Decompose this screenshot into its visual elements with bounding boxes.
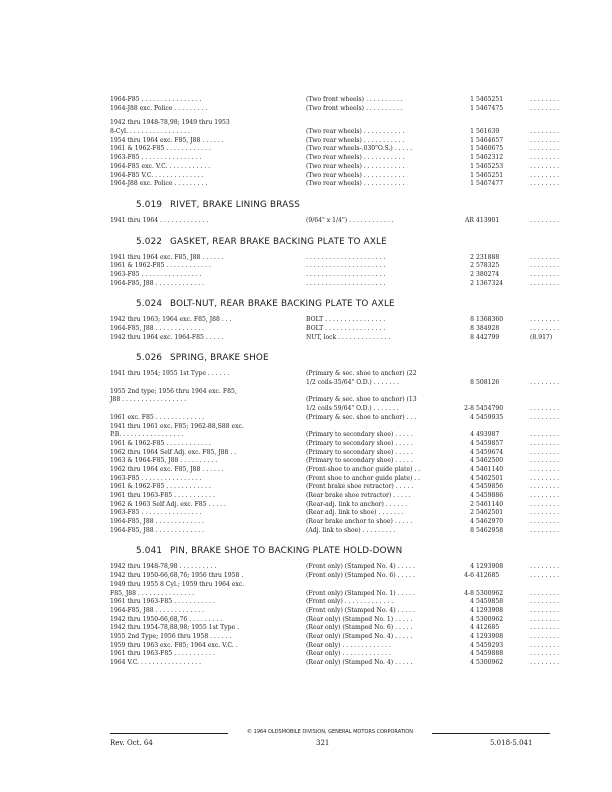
table-row bbox=[110, 439, 560, 449]
application-cell: 1964-F85 exc. V.C. . . . . . . . . . . . bbox=[110, 162, 211, 170]
description-cell: (Two rear wheels) . . . . . . . . . . . bbox=[306, 128, 405, 136]
table-row bbox=[110, 270, 560, 280]
description-cell: (Rear brake shoe retractor) . . . . . bbox=[306, 492, 411, 499]
part-number-cell: 5467475 bbox=[476, 104, 504, 112]
description-cell: (Front brake shoe retractor) . . . . . bbox=[306, 483, 414, 491]
price-group-cell: . . . . . . . . bbox=[530, 104, 560, 112]
application-cell: 1964-F85, J88 . . . . . . . . . . . . . bbox=[110, 325, 204, 332]
application-cell: 1961 & 1962-F85 . . . . . . . . . . . . bbox=[110, 439, 211, 447]
description-cell: (Two front wheels) . . . . . . . . . . bbox=[306, 96, 403, 103]
quantity-cell: 4-8 bbox=[464, 589, 474, 597]
table-row bbox=[110, 624, 560, 633]
part-number-cell: 5300962 bbox=[476, 589, 504, 597]
part-number-cell: 5459857 bbox=[476, 439, 504, 447]
application-cell: 1964-F85, J88 . . . . . . . . . . . . . bbox=[110, 606, 204, 614]
part-number-cell: 5462501 bbox=[476, 474, 504, 482]
part-number-cell: 508126 bbox=[476, 379, 500, 387]
table-row bbox=[110, 518, 560, 527]
page-footer bbox=[110, 739, 550, 749]
quantity-cell: 1 bbox=[470, 154, 474, 162]
price-group-cell: . . . . . . . . bbox=[530, 270, 560, 278]
part-number-cell: 5459293 bbox=[476, 641, 504, 649]
description-cell: (Rear only) . . . . . . . . . . . . . bbox=[306, 650, 391, 658]
price-group-cell: . . . . . . . . bbox=[530, 509, 560, 517]
application-cell: 1961 thru 1963-F85 . . . . . . . . . . . bbox=[110, 492, 215, 499]
quantity-cell: 2 bbox=[470, 270, 474, 278]
quantity-cell: 4 bbox=[470, 598, 474, 606]
part-number-cell: 5467477 bbox=[476, 180, 504, 188]
table-row bbox=[110, 483, 560, 492]
quantity-cell: 1 bbox=[470, 96, 474, 103]
application-cell: 1963-F85 . . . . . . . . . . . . . . . . bbox=[110, 509, 202, 517]
price-group-cell: . . . . . . . . bbox=[530, 624, 560, 632]
application-cell: 1941 thru 1964 exc. F85, J88 . . . . . . bbox=[110, 253, 224, 261]
part-number-cell: 5459856 bbox=[476, 483, 504, 491]
revision-date: Rev. Oct. 64 bbox=[110, 739, 153, 747]
table-row bbox=[110, 572, 560, 581]
price-group-cell: . . . . . . . . bbox=[530, 474, 560, 482]
application-cell: 1941 thru 1954; 1955 1st Type . . . . . . bbox=[110, 370, 230, 378]
description-cell: (Front only) . . . . . . . . . . . . . bbox=[306, 598, 394, 606]
description-cell: (9/64" x 1/4") . . . . . . . . . . . . bbox=[306, 216, 394, 224]
table-row bbox=[110, 279, 560, 289]
description-cell: (Two rear wheels) . . . . . . . . . . . bbox=[306, 180, 405, 188]
quantity-cell: 4 bbox=[470, 465, 474, 473]
section-heading bbox=[136, 296, 550, 312]
application-cell: 1961 & 1962-F85 . . . . . . . . . . . . bbox=[110, 145, 211, 153]
part-number-cell: 413901 bbox=[476, 216, 500, 224]
description-cell: (Front only) (Stamped No. 4) . . . . . bbox=[306, 606, 415, 614]
application-cell: F85, J88 . . . . . . . . . . . . . . . bbox=[110, 589, 195, 597]
part-number-cell: 5465253 bbox=[476, 162, 504, 170]
price-group-cell: . . . . . . . . bbox=[530, 128, 560, 136]
price-group-cell: . . . . . . . . bbox=[530, 413, 560, 421]
quantity-cell: 4 bbox=[470, 413, 474, 421]
application-cell: 1941 thru 1961 exc. F85; 1962-88,S88 exc. bbox=[110, 422, 244, 430]
section-number: 5.022 bbox=[136, 236, 163, 247]
description-cell: (Adj. link to shoe) . . . . . . . . . bbox=[306, 526, 396, 534]
application-cell: 1964-F85, J88 . . . . . . . . . . . . . bbox=[110, 526, 204, 534]
price-group-cell: . . . . . . . . bbox=[530, 171, 560, 179]
description-cell: (Primary & sec. shoe to anchor) (22 bbox=[306, 370, 417, 378]
application-cell: 8-Cyl. . . . . . . . . . . . . . . . . bbox=[110, 128, 190, 136]
description-cell: (Rear only) (Stamped No. 4) . . . . . bbox=[306, 659, 413, 666]
copyright-line bbox=[110, 729, 550, 735]
description-cell: . . . . . . . . . . . . . . . . . . . . . bbox=[306, 270, 386, 278]
part-number-cell: 493987 bbox=[476, 431, 500, 439]
table-row bbox=[110, 413, 560, 423]
price-group-cell: . . . . . . . . bbox=[530, 325, 560, 332]
part-number-cell: 5300962 bbox=[476, 615, 504, 623]
quantity-cell: 4 bbox=[470, 474, 474, 482]
quantity-cell: 2 bbox=[470, 279, 474, 287]
application-cell: 1961 thru 1963-F85 . . . . . . . . . . . bbox=[110, 598, 215, 606]
quantity-cell: 4 bbox=[470, 518, 474, 526]
part-number-cell: 1293908 bbox=[476, 563, 504, 571]
quantity-cell: 2 bbox=[470, 262, 474, 270]
price-group-cell: . . . . . . . . bbox=[530, 457, 560, 465]
description-cell: BOLT . . . . . . . . . . . . . . . . bbox=[306, 316, 386, 324]
quantity-cell: 1 bbox=[470, 162, 474, 170]
quantity-cell: 4 bbox=[470, 431, 474, 439]
table-row bbox=[110, 405, 560, 414]
part-number-cell: 561639 bbox=[476, 128, 500, 136]
application-cell: 1964-J88 exc. Police . . . . . . . . . bbox=[110, 104, 208, 112]
quantity-cell: 4 bbox=[470, 650, 474, 658]
table-row bbox=[110, 500, 560, 510]
price-group-cell: . . . . . . . . bbox=[530, 262, 560, 270]
description-cell: (Primary to secondary shoe) . . . . . bbox=[306, 457, 413, 465]
section-number: 5.041 bbox=[136, 546, 163, 557]
price-group-cell: . . . . . . . . bbox=[530, 659, 560, 666]
price-group-cell: . . . . . . . . bbox=[530, 316, 560, 324]
application-cell: P.B. . . . . . . . . . . . . . . . . bbox=[110, 431, 184, 439]
application-cell: 1942 thru 1950-66,68,76; 1956 thru 1958 . bbox=[110, 572, 244, 580]
part-number-cell: 5459674 bbox=[476, 448, 504, 456]
price-group-cell: . . . . . . . . bbox=[530, 483, 560, 491]
application-cell: J88 . . . . . . . . . . . . . . . . . bbox=[110, 396, 187, 404]
table-row bbox=[110, 216, 560, 226]
description-cell: . . . . . . . . . . . . . . . . . . . . . bbox=[306, 262, 386, 270]
description-cell: (Front only) (Stamped No. 1) . . . . . bbox=[306, 589, 415, 597]
section-title: SPRING, BRAKE SHOE bbox=[170, 353, 269, 364]
description-cell: 1/2 coils 59/64" O.D.) . . . . . . . bbox=[306, 405, 399, 413]
quantity-cell: 4-6 bbox=[464, 572, 474, 580]
table-row bbox=[110, 423, 550, 432]
application-cell: 1954 thru 1964 exc. F85, J88 . . . . . . bbox=[110, 136, 224, 144]
application-cell: 1961 exc. F85 . . . . . . . . . . . . . bbox=[110, 413, 205, 421]
description-cell: . . . . . . . . . . . . . . . . . . . . . bbox=[306, 279, 386, 287]
table-row bbox=[110, 563, 560, 572]
price-group-cell: . . . . . . . . bbox=[530, 216, 560, 224]
part-number-cell: 1368360 bbox=[476, 316, 504, 324]
quantity-cell: 4 bbox=[470, 439, 474, 447]
part-number-cell: 442799 bbox=[476, 333, 500, 341]
part-number-cell: 1293908 bbox=[476, 606, 504, 614]
section-number: 5.024 bbox=[136, 299, 163, 310]
table-row bbox=[110, 316, 560, 325]
table-row bbox=[110, 581, 550, 590]
application-cell: 1963 & 1964-F85, J88 . . . . . . . . . . bbox=[110, 457, 218, 465]
section-range: 5.018-5.041 bbox=[490, 739, 533, 747]
table-row bbox=[110, 598, 560, 607]
table-row bbox=[110, 96, 560, 105]
description-cell: (Rear only) (Stamped No. 1) . . . . . bbox=[306, 615, 413, 623]
part-number-cell: 5462970 bbox=[476, 518, 504, 526]
quantity-cell: 1 bbox=[470, 136, 474, 144]
price-group-cell: . . . . . . . . bbox=[530, 379, 560, 387]
price-group-cell: . . . . . . . . bbox=[530, 180, 560, 188]
table-row bbox=[110, 325, 560, 334]
price-group-cell: . . . . . . . . bbox=[530, 448, 560, 456]
application-cell: 1964-F85 . . . . . . . . . . . . . . . . bbox=[110, 96, 202, 103]
table-row bbox=[110, 180, 560, 189]
part-number-cell: 384928 bbox=[476, 325, 500, 332]
application-cell: 1961 thru 1963-F85 . . . . . . . . . . . bbox=[110, 650, 215, 658]
part-number-cell: 380274 bbox=[476, 270, 500, 278]
section-heading bbox=[136, 543, 550, 559]
price-group-cell: . . . . . . . . bbox=[530, 439, 560, 447]
quantity-cell: 1 bbox=[470, 180, 474, 188]
quantity-cell: 2 bbox=[470, 500, 474, 508]
application-cell: 1961 & 1962-F85 . . . . . . . . . . . . bbox=[110, 262, 211, 270]
table-row bbox=[110, 333, 553, 343]
section-heading bbox=[136, 350, 550, 366]
table-row bbox=[110, 431, 560, 440]
table-row bbox=[110, 448, 560, 458]
description-cell: 1/2 coils-35/64" O.D.) . . . . . . . bbox=[306, 379, 399, 387]
application-cell: 1942 thru 1954-78,88,98; 1955 1st Type . bbox=[110, 624, 240, 632]
quantity-cell: 8 bbox=[470, 526, 474, 534]
description-cell: (Two rear wheels) . . . . . . . . . . . bbox=[306, 171, 405, 179]
application-cell: 1964-F85, J88 . . . . . . . . . . . . . bbox=[110, 279, 204, 287]
table-row bbox=[110, 136, 560, 146]
quantity-cell: 8 bbox=[470, 316, 474, 324]
description-cell: BOLT . . . . . . . . . . . . . . . . bbox=[306, 325, 386, 332]
application-cell: 1962 thru 1964 Self Adj. exc. F85, J88 . . bbox=[110, 448, 237, 456]
price-group-cell: . . . . . . . . bbox=[530, 563, 560, 571]
part-number-cell: 578325 bbox=[476, 262, 500, 270]
quantity-cell: AR bbox=[465, 216, 474, 224]
description-cell: (Rear brake anchor to shoe) . . . . . bbox=[306, 518, 413, 526]
part-number-cell: 5462500 bbox=[476, 457, 504, 465]
description-cell: (Front only) (Stamped No. 6) . . . . . bbox=[306, 572, 415, 580]
price-group-cell: . . . . . . . . bbox=[530, 279, 560, 287]
table-row bbox=[110, 162, 560, 172]
table-row bbox=[110, 379, 560, 388]
table-row bbox=[110, 396, 550, 405]
application-cell: 1963-F85 . . . . . . . . . . . . . . . . bbox=[110, 474, 202, 482]
quantity-cell: 4 bbox=[470, 563, 474, 571]
description-cell: (Rear only) (Stamped No. 6) . . . . . bbox=[306, 624, 413, 632]
application-cell: 1942 thru 1963; 1964 exc. F85, J88 . . . bbox=[110, 316, 232, 324]
quantity-cell: 4 bbox=[470, 457, 474, 465]
part-number-cell: 5462501 bbox=[476, 509, 504, 517]
table-row bbox=[110, 465, 560, 475]
part-number-cell: 231888 bbox=[476, 253, 500, 261]
application-cell: 1962 & 1963 Self Adj. exc. F85 . . . . . bbox=[110, 500, 226, 508]
quantity-cell: 8 bbox=[470, 333, 474, 341]
description-cell: (Primary & sec. shoe to anchor) . . . bbox=[306, 413, 417, 421]
description-cell: (Rear adj. link to shoe) . . . . . . . bbox=[306, 509, 404, 517]
part-number-cell: 5462958 bbox=[476, 526, 504, 534]
price-group-cell: . . . . . . . . bbox=[530, 136, 560, 144]
price-group-cell: . . . . . . . . bbox=[530, 589, 560, 597]
price-group-cell: . . . . . . . . bbox=[530, 162, 560, 170]
application-cell: 1963-F85 . . . . . . . . . . . . . . . . bbox=[110, 154, 202, 162]
application-cell: 1959 thru 1963 exc. F85; 1964 exc. V.C. . bbox=[110, 641, 238, 649]
quantity-cell: 8 bbox=[470, 379, 474, 387]
application-cell: 1964 V.C. . . . . . . . . . . . . . . . . bbox=[110, 659, 202, 666]
table-row bbox=[110, 509, 560, 518]
quantity-cell: 2 bbox=[470, 509, 474, 517]
application-cell: 1964-J88 exc. Police . . . . . . . . . bbox=[110, 180, 208, 188]
table-row bbox=[110, 388, 550, 397]
price-group-cell: (8.917) bbox=[530, 333, 553, 341]
application-cell: 1942 thru 1948-78,98; 1949 thru 1953 bbox=[110, 119, 230, 127]
description-cell: (Front-shoe to anchor guide plate) . . bbox=[306, 465, 421, 473]
price-group-cell: . . . . . . . . bbox=[530, 632, 560, 640]
section-number: 5.019 bbox=[136, 199, 163, 210]
quantity-cell: 2 bbox=[470, 253, 474, 261]
footer-rule-left bbox=[110, 733, 228, 734]
application-cell: 1941 thru 1964 . . . . . . . . . . . . . bbox=[110, 216, 209, 224]
table-row bbox=[110, 589, 560, 599]
price-group-cell: . . . . . . . . bbox=[530, 253, 560, 261]
description-cell: (Front shoe to anchor guide plate) . . bbox=[306, 474, 421, 482]
quantity-cell: 4 bbox=[470, 624, 474, 632]
section-title: PIN, BRAKE SHOE TO BACKING PLATE HOLD-DOWN bbox=[170, 546, 403, 557]
description-cell: (Rear-adj. link to anchor) . . . . . . bbox=[306, 500, 408, 508]
section-heading bbox=[136, 234, 550, 250]
part-number-cell: 1367324 bbox=[476, 279, 504, 287]
price-group-cell: . . . . . . . . bbox=[530, 526, 560, 534]
table-row bbox=[110, 171, 560, 181]
description-cell: (Two rear wheels-.030"O.S.) . . . . . bbox=[306, 145, 413, 153]
table-row bbox=[110, 659, 560, 668]
quantity-cell: 4 bbox=[470, 659, 474, 666]
price-group-cell: . . . . . . . . bbox=[530, 145, 560, 153]
part-number-cell: 5460675 bbox=[476, 145, 504, 153]
price-group-cell: . . . . . . . . bbox=[530, 650, 560, 658]
description-cell: . . . . . . . . . . . . . . . . . . . . . bbox=[306, 253, 386, 261]
application-cell: 1955 2nd type; 1956 thru 1964 exc. F85, bbox=[110, 387, 237, 395]
quantity-cell: 1 bbox=[470, 104, 474, 112]
quantity-cell: 1 bbox=[470, 171, 474, 179]
part-number-cell: 412685 bbox=[476, 624, 500, 632]
description-cell: (Two rear wheels) . . . . . . . . . . . bbox=[306, 162, 405, 170]
table-row bbox=[110, 615, 560, 625]
application-cell: 1942 thru 1950-66,68,76 . . . . . . . . . bbox=[110, 615, 223, 623]
part-number-cell: 5459935 bbox=[476, 413, 504, 421]
table-row bbox=[110, 119, 550, 128]
description-cell: (Two rear wheels) . . . . . . . . . . . bbox=[306, 154, 405, 162]
section-title: GASKET, REAR BRAKE BACKING PLATE TO AXLE bbox=[170, 236, 387, 247]
section-heading bbox=[136, 197, 550, 213]
price-group-cell: . . . . . . . . bbox=[530, 641, 560, 649]
quantity-cell: 4 bbox=[470, 615, 474, 623]
application-cell: 1942 thru 1964 exc. 1964-F85 . . . . . bbox=[110, 333, 224, 341]
part-number-cell: 5459888 bbox=[476, 650, 504, 658]
part-number-cell: 5461140 bbox=[476, 465, 504, 473]
description-cell: (Two rear wheels) . . . . . . . . . . . bbox=[306, 136, 405, 144]
price-group-cell: . . . . . . . . bbox=[530, 606, 560, 614]
application-cell: 1961 & 1962-F85 . . . . . . . . . . . . bbox=[110, 483, 211, 491]
application-cell: 1955 2nd Type; 1956 thru 1958 . . . . . . bbox=[110, 632, 232, 640]
description-cell: (Primary & sec. shoe to anchor) (13 bbox=[306, 396, 417, 404]
price-group-cell: . . . . . . . . bbox=[530, 431, 560, 439]
description-cell: (Front only) (Stamped No. 4) . . . . . bbox=[306, 563, 415, 571]
application-cell: 1949 thru 1955 8 Cyl.; 1959 thru 1964 exc. bbox=[110, 580, 245, 588]
table-row bbox=[110, 262, 560, 271]
quantity-cell: 4 bbox=[470, 641, 474, 649]
price-group-cell: . . . . . . . . bbox=[530, 154, 560, 162]
quantity-cell: 8 bbox=[470, 325, 474, 332]
description-cell: (Rear only) (Stamped No. 4) . . . . . bbox=[306, 632, 413, 640]
table-row bbox=[110, 104, 560, 114]
part-number-cell: 5465251 bbox=[476, 96, 504, 103]
quantity-cell: 4 bbox=[470, 448, 474, 456]
price-group-cell: . . . . . . . . bbox=[530, 598, 560, 606]
section-title: BOLT-NUT, REAR BRAKE BACKING PLATE TO AXLE bbox=[170, 299, 395, 310]
application-cell: 1963-F85 . . . . . . . . . . . . . . . . bbox=[110, 270, 202, 278]
description-cell: (Primary to secondary shoe) . . . . . bbox=[306, 439, 413, 447]
table-row bbox=[110, 632, 560, 642]
price-group-cell: . . . . . . . . bbox=[530, 96, 560, 103]
quantity-cell: 2-8 bbox=[464, 405, 474, 413]
table-row bbox=[110, 457, 560, 466]
application-cell: 1964-F85 V.C. . . . . . . . . . . . . . bbox=[110, 171, 204, 179]
table-row bbox=[110, 145, 560, 154]
quantity-cell: 4 bbox=[470, 606, 474, 614]
price-group-cell: . . . . . . . . bbox=[530, 572, 560, 580]
part-number-cell: 5459858 bbox=[476, 598, 504, 606]
description-cell: (Two front wheels) . . . . . . . . . . bbox=[306, 104, 403, 112]
table-row bbox=[110, 606, 560, 616]
application-cell: 1962 thru 1964 exc. F85, J88 . . . . . . bbox=[110, 465, 224, 473]
table-row bbox=[110, 474, 560, 484]
description-cell: NUT, lock . . . . . . . . . . . . . . bbox=[306, 333, 391, 341]
price-group-cell: . . . . . . . . bbox=[530, 518, 560, 526]
application-cell: 1942 thru 1948-78,98 . . . . . . . . . . bbox=[110, 563, 217, 571]
table-row bbox=[110, 253, 560, 263]
section-number: 5.026 bbox=[136, 353, 163, 364]
copyright-text: © 1964 OLDSMOBILE DIVISION, GENERAL MOTORS CORPORATION bbox=[244, 729, 416, 735]
part-number-cell: 5454790 bbox=[476, 405, 504, 413]
quantity-cell: 1 bbox=[470, 145, 474, 153]
quantity-cell: 1 bbox=[470, 128, 474, 136]
page-number: 321 bbox=[316, 739, 330, 747]
quantity-cell: 4 bbox=[470, 483, 474, 491]
table-row bbox=[110, 492, 560, 501]
quantity-cell: 4 bbox=[470, 632, 474, 640]
part-number-cell: 1293908 bbox=[476, 632, 504, 640]
parts-list bbox=[110, 96, 560, 668]
table-row bbox=[110, 370, 550, 379]
description-cell: (Rear only) . . . . . . . . . . . . . bbox=[306, 641, 391, 649]
part-number-cell: 5464657 bbox=[476, 136, 504, 144]
table-row bbox=[110, 641, 560, 651]
table-row bbox=[110, 154, 560, 163]
application-cell: 1964-F85, J88 . . . . . . . . . . . . . bbox=[110, 518, 204, 526]
part-number-cell: 5461140 bbox=[476, 500, 504, 508]
price-group-cell: . . . . . . . . bbox=[530, 405, 560, 413]
part-number-cell: 5462312 bbox=[476, 154, 504, 162]
description-cell: (Primary to secondary shoe) . . . . . bbox=[306, 431, 413, 439]
price-group-cell: . . . . . . . . bbox=[530, 615, 560, 623]
part-number-cell: 412685 bbox=[476, 572, 500, 580]
table-row bbox=[110, 650, 560, 659]
quantity-cell: 4 bbox=[470, 492, 474, 499]
part-number-cell: 5459886 bbox=[476, 492, 504, 499]
part-number-cell: 5300962 bbox=[476, 659, 504, 666]
part-number-cell: 5465251 bbox=[476, 171, 504, 179]
section-title: RIVET, BRAKE LINING BRASS bbox=[170, 199, 301, 210]
table-row bbox=[110, 526, 560, 536]
footer-rule-right bbox=[432, 733, 550, 734]
price-group-cell: . . . . . . . . bbox=[530, 465, 560, 473]
price-group-cell: . . . . . . . . bbox=[530, 492, 560, 499]
price-group-cell: . . . . . . . . bbox=[530, 500, 560, 508]
table-row bbox=[110, 128, 560, 137]
description-cell: (Primary to secondary shoe) . . . . . bbox=[306, 448, 413, 456]
